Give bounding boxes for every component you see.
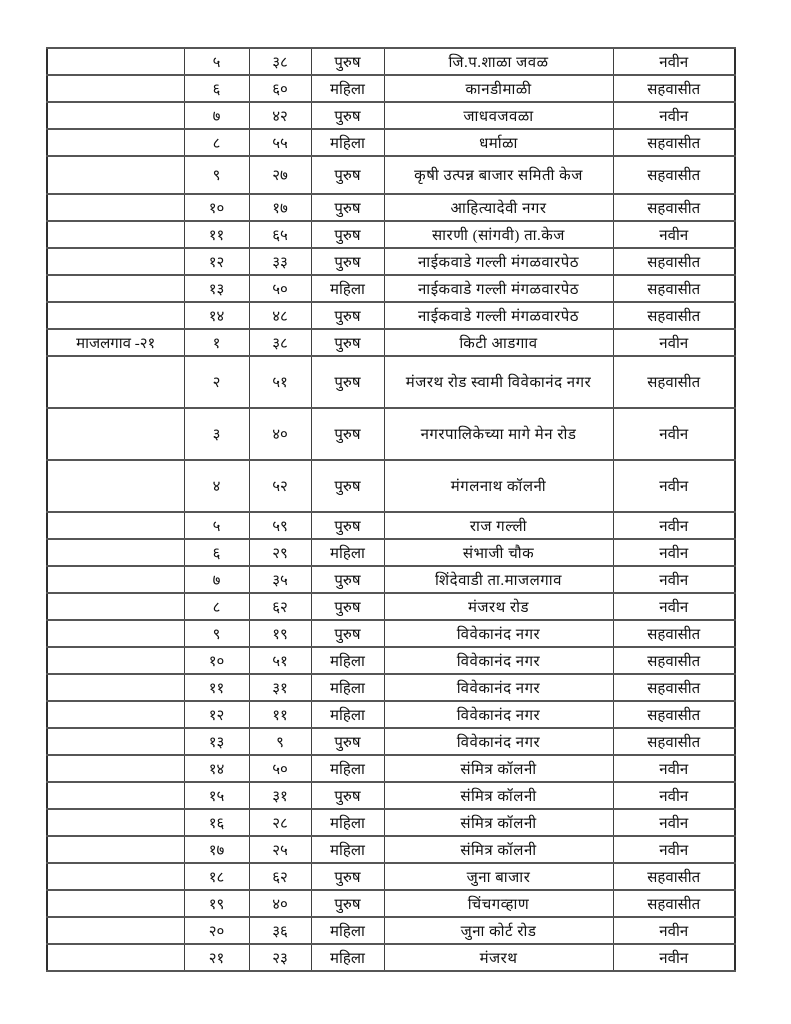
cell-age: ३८ bbox=[249, 48, 311, 75]
cell-status: नवीन bbox=[613, 102, 735, 129]
cell-address: नाईकवाडे गल्ली मंगळवारपेठ bbox=[384, 302, 613, 329]
cell-address: संमित्र कॉलनी bbox=[384, 809, 613, 836]
cell-serial-number: १२ bbox=[184, 248, 249, 275]
cell-status: सहवासीत bbox=[613, 275, 735, 302]
table-row bbox=[47, 836, 735, 863]
cell-serial-number: ११ bbox=[184, 674, 249, 701]
table-row bbox=[47, 809, 735, 836]
cell-gender: महिला bbox=[311, 647, 384, 674]
cell-age: २५ bbox=[249, 836, 311, 863]
cell-status: सहवासीत bbox=[613, 129, 735, 156]
cell-area-name bbox=[47, 728, 184, 755]
cell-age: ३३ bbox=[249, 248, 311, 275]
table-row bbox=[47, 329, 735, 356]
cell-gender: पुरुष bbox=[311, 782, 384, 809]
cell-gender: पुरुष bbox=[311, 221, 384, 248]
cell-status: सहवासीत bbox=[613, 890, 735, 917]
cell-age: ४८ bbox=[249, 302, 311, 329]
cell-address: राज गल्ली bbox=[384, 512, 613, 539]
cell-gender: पुरुष bbox=[311, 48, 384, 75]
cell-gender: पुरुष bbox=[311, 863, 384, 890]
cell-gender: महिला bbox=[311, 75, 384, 102]
cell-area-name bbox=[47, 48, 184, 75]
cell-area-name bbox=[47, 356, 184, 408]
cell-status: सहवासीत bbox=[613, 156, 735, 194]
table-row bbox=[47, 102, 735, 129]
cell-age: ६२ bbox=[249, 863, 311, 890]
cell-age: ५२ bbox=[249, 460, 311, 512]
cell-status: नवीन bbox=[613, 48, 735, 75]
cell-address: विवेकानंद नगर bbox=[384, 674, 613, 701]
cell-status: सहवासीत bbox=[613, 75, 735, 102]
cell-address: सारणी (सांगवी) ता.केज bbox=[384, 221, 613, 248]
cell-area-name bbox=[47, 156, 184, 194]
cell-serial-number: १३ bbox=[184, 728, 249, 755]
table-row bbox=[47, 890, 735, 917]
cell-age: ५१ bbox=[249, 647, 311, 674]
cell-area-name bbox=[47, 221, 184, 248]
cell-status: नवीन bbox=[613, 221, 735, 248]
cell-area-name bbox=[47, 674, 184, 701]
cell-address: धर्माळा bbox=[384, 129, 613, 156]
table-row bbox=[47, 863, 735, 890]
cell-age: ५५ bbox=[249, 129, 311, 156]
cell-area-name bbox=[47, 248, 184, 275]
table-row bbox=[47, 221, 735, 248]
table-row bbox=[47, 275, 735, 302]
cell-status: सहवासीत bbox=[613, 647, 735, 674]
cell-area-name bbox=[47, 647, 184, 674]
cell-serial-number: १६ bbox=[184, 809, 249, 836]
cell-address: मंजरथ bbox=[384, 944, 613, 971]
cell-gender: पुरुष bbox=[311, 102, 384, 129]
cell-gender: पुरुष bbox=[311, 593, 384, 620]
cell-address: जि.प.शाळा जवळ bbox=[384, 48, 613, 75]
cell-status: सहवासीत bbox=[613, 863, 735, 890]
cell-serial-number: ७ bbox=[184, 102, 249, 129]
cell-gender: पुरुष bbox=[311, 566, 384, 593]
table-row bbox=[47, 944, 735, 971]
cell-serial-number: २ bbox=[184, 356, 249, 408]
cell-gender: महिला bbox=[311, 701, 384, 728]
cell-gender: पुरुष bbox=[311, 329, 384, 356]
cell-gender: महिला bbox=[311, 944, 384, 971]
cell-gender: पुरुष bbox=[311, 728, 384, 755]
beneficiary-table bbox=[46, 47, 736, 972]
cell-area-name bbox=[47, 890, 184, 917]
cell-serial-number: ५ bbox=[184, 512, 249, 539]
cell-area-name bbox=[47, 302, 184, 329]
cell-status: सहवासीत bbox=[613, 194, 735, 221]
cell-address: संमित्र कॉलनी bbox=[384, 782, 613, 809]
table-row bbox=[47, 593, 735, 620]
cell-address: शिंदेवाडी ता.माजलगाव bbox=[384, 566, 613, 593]
cell-status: सहवासीत bbox=[613, 701, 735, 728]
cell-address: किटी आडगाव bbox=[384, 329, 613, 356]
cell-serial-number: ५ bbox=[184, 48, 249, 75]
cell-area-name bbox=[47, 755, 184, 782]
cell-age: ५९ bbox=[249, 512, 311, 539]
cell-gender: महिला bbox=[311, 755, 384, 782]
cell-serial-number: १९ bbox=[184, 890, 249, 917]
cell-serial-number: ८ bbox=[184, 129, 249, 156]
cell-status: सहवासीत bbox=[613, 248, 735, 275]
table-row bbox=[47, 156, 735, 194]
cell-serial-number: १ bbox=[184, 329, 249, 356]
cell-serial-number: २० bbox=[184, 917, 249, 944]
cell-status: सहवासीत bbox=[613, 674, 735, 701]
table-row bbox=[47, 647, 735, 674]
cell-status: सहवासीत bbox=[613, 620, 735, 647]
cell-gender: पुरुष bbox=[311, 460, 384, 512]
cell-address: विवेकानंद नगर bbox=[384, 701, 613, 728]
cell-gender: महिला bbox=[311, 129, 384, 156]
cell-serial-number: १० bbox=[184, 647, 249, 674]
cell-age: २९ bbox=[249, 539, 311, 566]
cell-area-name bbox=[47, 620, 184, 647]
cell-address: मंजरथ रोड bbox=[384, 593, 613, 620]
cell-gender: पुरुष bbox=[311, 302, 384, 329]
cell-age: ६० bbox=[249, 75, 311, 102]
cell-age: ५० bbox=[249, 275, 311, 302]
cell-serial-number: ११ bbox=[184, 221, 249, 248]
cell-area-name bbox=[47, 917, 184, 944]
cell-age: २७ bbox=[249, 156, 311, 194]
cell-age: ५० bbox=[249, 755, 311, 782]
cell-status: नवीन bbox=[613, 755, 735, 782]
cell-age: २३ bbox=[249, 944, 311, 971]
cell-area-name bbox=[47, 863, 184, 890]
cell-area-name bbox=[47, 944, 184, 971]
cell-address: विवेकानंद नगर bbox=[384, 647, 613, 674]
cell-gender: महिला bbox=[311, 539, 384, 566]
cell-age: ३८ bbox=[249, 329, 311, 356]
cell-gender: महिला bbox=[311, 917, 384, 944]
cell-address: कृषी उत्पन्न बाजार समिती केज bbox=[384, 156, 613, 194]
cell-area-name bbox=[47, 408, 184, 460]
cell-address: विवेकानंद नगर bbox=[384, 620, 613, 647]
cell-serial-number: १७ bbox=[184, 836, 249, 863]
table-row bbox=[47, 48, 735, 75]
cell-address: मंजरथ रोड स्वामी विवेकानंद नगर bbox=[384, 356, 613, 408]
cell-age: ४० bbox=[249, 408, 311, 460]
cell-status: नवीन bbox=[613, 917, 735, 944]
cell-address: जाधवजवळा bbox=[384, 102, 613, 129]
cell-status: नवीन bbox=[613, 329, 735, 356]
cell-gender: महिला bbox=[311, 275, 384, 302]
cell-serial-number: २१ bbox=[184, 944, 249, 971]
cell-age: ४२ bbox=[249, 102, 311, 129]
table-row bbox=[47, 460, 735, 512]
cell-serial-number: १० bbox=[184, 194, 249, 221]
table-row bbox=[47, 566, 735, 593]
table-row bbox=[47, 248, 735, 275]
cell-address: कानडीमाळी bbox=[384, 75, 613, 102]
cell-area-name bbox=[47, 593, 184, 620]
cell-serial-number: ७ bbox=[184, 566, 249, 593]
cell-age: ९ bbox=[249, 728, 311, 755]
cell-address: विवेकानंद नगर bbox=[384, 728, 613, 755]
table-row bbox=[47, 620, 735, 647]
cell-area-name bbox=[47, 512, 184, 539]
table-row bbox=[47, 356, 735, 408]
table-body bbox=[47, 48, 735, 971]
cell-gender: महिला bbox=[311, 674, 384, 701]
cell-status: नवीन bbox=[613, 460, 735, 512]
cell-serial-number: १३ bbox=[184, 275, 249, 302]
cell-status: नवीन bbox=[613, 512, 735, 539]
table-row bbox=[47, 755, 735, 782]
cell-address: जुना कोर्ट रोड bbox=[384, 917, 613, 944]
table-row bbox=[47, 917, 735, 944]
cell-area-name bbox=[47, 129, 184, 156]
table-row bbox=[47, 408, 735, 460]
cell-age: ५१ bbox=[249, 356, 311, 408]
cell-status: नवीन bbox=[613, 836, 735, 863]
cell-age: ३१ bbox=[249, 674, 311, 701]
cell-serial-number: १४ bbox=[184, 302, 249, 329]
cell-address: संभाजी चौक bbox=[384, 539, 613, 566]
table-row bbox=[47, 539, 735, 566]
cell-area-name bbox=[47, 194, 184, 221]
cell-gender: महिला bbox=[311, 836, 384, 863]
cell-age: २८ bbox=[249, 809, 311, 836]
table-row bbox=[47, 782, 735, 809]
cell-status: नवीन bbox=[613, 539, 735, 566]
cell-address: संमित्र कॉलनी bbox=[384, 755, 613, 782]
cell-status: सहवासीत bbox=[613, 302, 735, 329]
cell-address: चिंचगव्हाण bbox=[384, 890, 613, 917]
cell-age: ११ bbox=[249, 701, 311, 728]
cell-status: नवीन bbox=[613, 566, 735, 593]
cell-area-name bbox=[47, 102, 184, 129]
cell-area-name bbox=[47, 566, 184, 593]
cell-serial-number: ३ bbox=[184, 408, 249, 460]
cell-address: जुना बाजार bbox=[384, 863, 613, 890]
cell-age: १७ bbox=[249, 194, 311, 221]
cell-status: नवीन bbox=[613, 593, 735, 620]
cell-area-name bbox=[47, 539, 184, 566]
cell-area-name bbox=[47, 782, 184, 809]
table-row bbox=[47, 701, 735, 728]
cell-gender: महिला bbox=[311, 809, 384, 836]
cell-address: नाईकवाडे गल्ली मंगळवारपेठ bbox=[384, 275, 613, 302]
table-row bbox=[47, 674, 735, 701]
cell-gender: पुरुष bbox=[311, 890, 384, 917]
cell-area-name bbox=[47, 275, 184, 302]
cell-area-name bbox=[47, 701, 184, 728]
cell-status: नवीन bbox=[613, 809, 735, 836]
cell-serial-number: १५ bbox=[184, 782, 249, 809]
cell-gender: पुरुष bbox=[311, 194, 384, 221]
cell-address: संमित्र कॉलनी bbox=[384, 836, 613, 863]
cell-area-name bbox=[47, 75, 184, 102]
cell-serial-number: १८ bbox=[184, 863, 249, 890]
cell-gender: पुरुष bbox=[311, 156, 384, 194]
cell-area-name bbox=[47, 460, 184, 512]
cell-gender: पुरुष bbox=[311, 408, 384, 460]
cell-area-name bbox=[47, 836, 184, 863]
cell-serial-number: ९ bbox=[184, 156, 249, 194]
cell-age: ६५ bbox=[249, 221, 311, 248]
cell-status: सहवासीत bbox=[613, 728, 735, 755]
cell-address: आहित्यादेवी नगर bbox=[384, 194, 613, 221]
cell-age: ३५ bbox=[249, 566, 311, 593]
cell-serial-number: ६ bbox=[184, 539, 249, 566]
table-row bbox=[47, 302, 735, 329]
cell-serial-number: ८ bbox=[184, 593, 249, 620]
cell-serial-number: १४ bbox=[184, 755, 249, 782]
table-row bbox=[47, 512, 735, 539]
cell-address: नाईकवाडे गल्ली मंगळवारपेठ bbox=[384, 248, 613, 275]
cell-area-name bbox=[47, 809, 184, 836]
cell-age: ४० bbox=[249, 890, 311, 917]
cell-serial-number: ४ bbox=[184, 460, 249, 512]
cell-status: सहवासीत bbox=[613, 356, 735, 408]
cell-gender: पुरुष bbox=[311, 620, 384, 647]
cell-status: नवीन bbox=[613, 408, 735, 460]
cell-address: मंगलनाथ कॉलनी bbox=[384, 460, 613, 512]
cell-gender: पुरुष bbox=[311, 356, 384, 408]
table-row bbox=[47, 728, 735, 755]
cell-address: नगरपालिकेच्या मागे मेन रोड bbox=[384, 408, 613, 460]
cell-status: नवीन bbox=[613, 782, 735, 809]
cell-serial-number: १२ bbox=[184, 701, 249, 728]
cell-age: १९ bbox=[249, 620, 311, 647]
cell-age: ३६ bbox=[249, 917, 311, 944]
cell-area-name: माजलगाव -२१ bbox=[47, 329, 184, 356]
cell-gender: पुरुष bbox=[311, 248, 384, 275]
table-row bbox=[47, 75, 735, 102]
cell-status: नवीन bbox=[613, 944, 735, 971]
cell-serial-number: ६ bbox=[184, 75, 249, 102]
table-row bbox=[47, 129, 735, 156]
table-row bbox=[47, 194, 735, 221]
cell-age: ६२ bbox=[249, 593, 311, 620]
cell-gender: पुरुष bbox=[311, 512, 384, 539]
cell-age: ३१ bbox=[249, 782, 311, 809]
cell-serial-number: ९ bbox=[184, 620, 249, 647]
